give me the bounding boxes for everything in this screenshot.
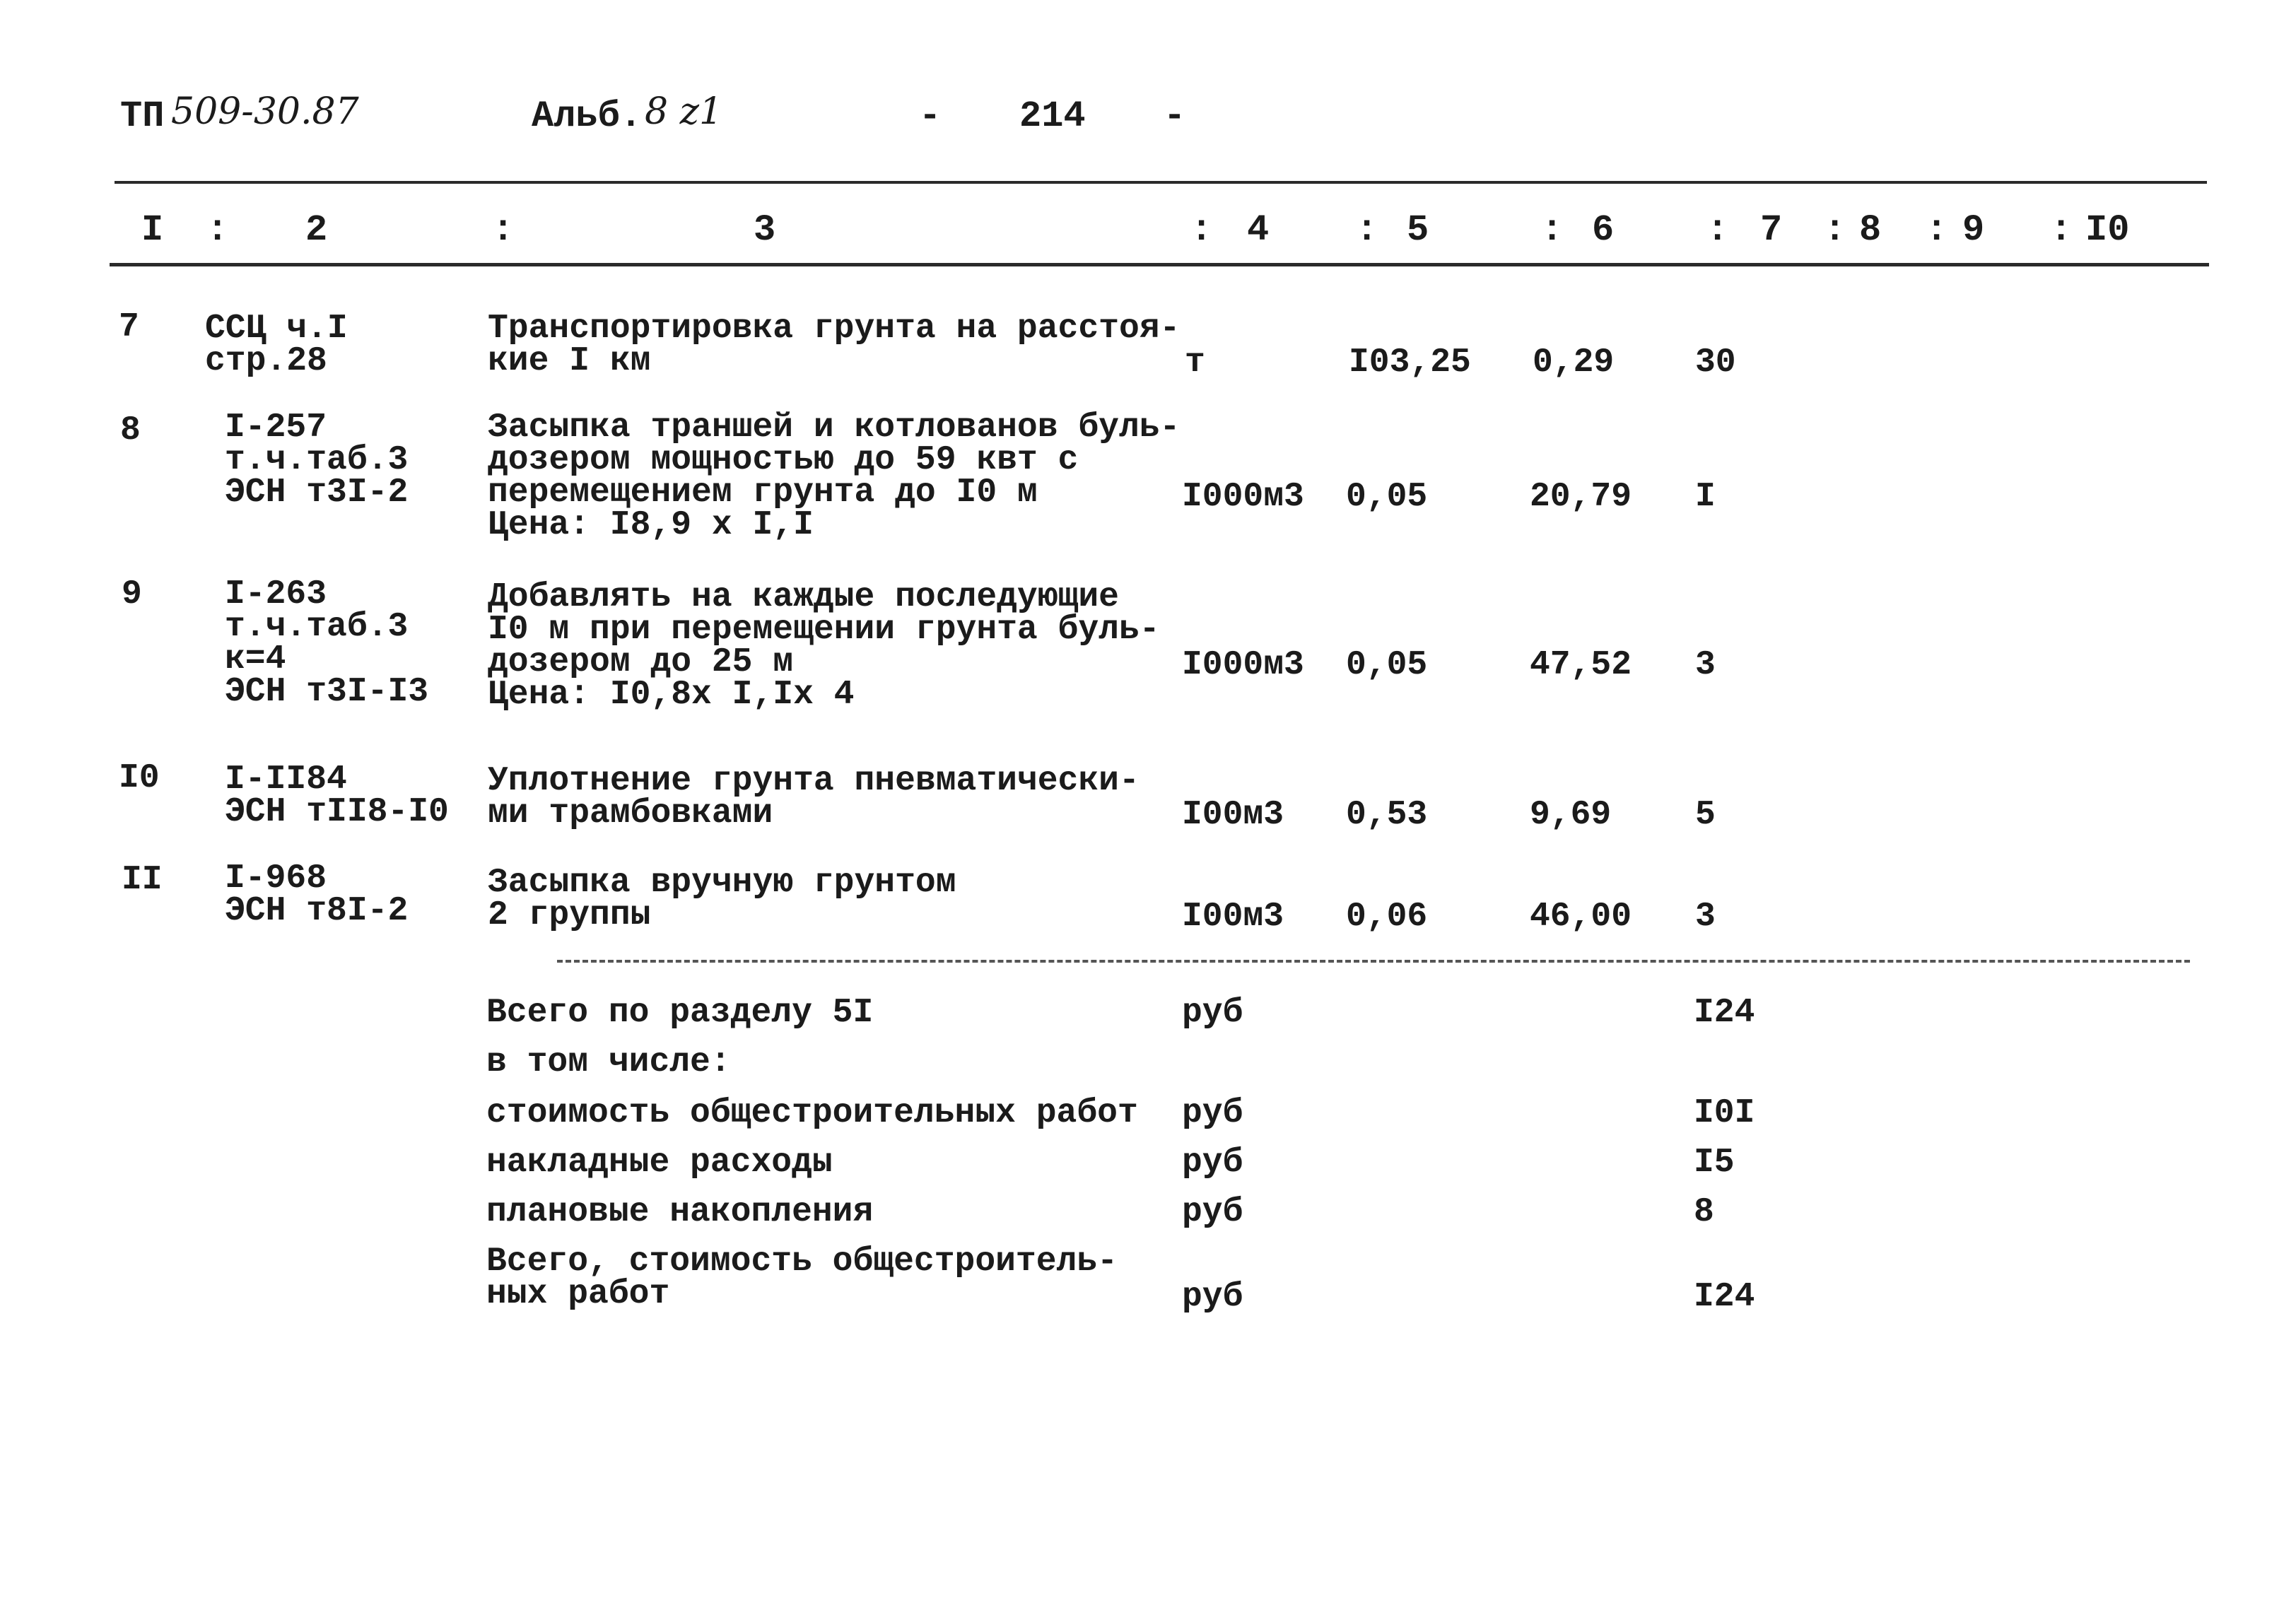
row-quantity: I03,25	[1349, 344, 1471, 382]
row-quantity: 0,06	[1346, 898, 1428, 936]
summary-unit: руб	[1182, 1144, 1243, 1182]
row-number: 9	[122, 575, 142, 613]
column-separator: :	[1356, 209, 1378, 251]
column-separator: :	[1541, 209, 1564, 251]
row-quantity: 0,05	[1346, 646, 1428, 684]
summary-value: I24	[1694, 994, 1755, 1032]
row-code: ССЦ ч.I стр.28	[205, 310, 348, 380]
row-unit: I000м3	[1182, 478, 1304, 516]
column-separator: :	[1824, 209, 1846, 251]
row-description: Добавлять на каждые последующие I0 м при перемещении грунта буль- дозером до 25 м Цена: I0,8х I,Iх 4	[488, 578, 1160, 714]
column-separator: :	[1190, 209, 1213, 251]
row-unit-price: 0,29	[1533, 344, 1615, 382]
column-header: 9	[1962, 209, 1985, 251]
summary-value: I5	[1694, 1144, 1735, 1182]
column-header: 5	[1407, 209, 1429, 251]
row-number: 7	[119, 308, 139, 346]
row-total: 30	[1695, 344, 1736, 382]
row-unit-price: 9,69	[1530, 796, 1612, 834]
row-code: I-257 т.ч.таб.3 ЭСН т3I-2	[225, 409, 409, 512]
totals-divider	[557, 960, 2190, 963]
summary-value: I24	[1694, 1278, 1755, 1316]
row-unit-price: 46,00	[1530, 898, 1632, 936]
summary-label: стоимость общестроительных работ	[486, 1094, 1138, 1132]
album-number: 8 z1	[645, 90, 723, 133]
column-header: 8	[1859, 209, 1882, 251]
column-header: 6	[1592, 209, 1615, 251]
page-number: 214	[1019, 95, 1086, 137]
column-header: I	[141, 209, 164, 251]
summary-label: плановые накопления	[486, 1193, 874, 1231]
row-description: Уплотнение грунта пневматически- ми трамбовками	[488, 762, 1140, 833]
column-separator: :	[492, 209, 515, 251]
row-quantity: 0,05	[1346, 478, 1428, 516]
row-unit: I00м3	[1182, 898, 1284, 936]
row-unit: I000м3	[1182, 646, 1304, 684]
doc-number: 509-30.87	[171, 90, 359, 133]
column-header: 4	[1247, 209, 1270, 251]
row-unit-price: 47,52	[1530, 646, 1632, 684]
column-separator: :	[206, 209, 229, 251]
row-total: 5	[1695, 796, 1716, 834]
summary-label: накладные расходы	[486, 1144, 833, 1182]
header-rule-top	[115, 181, 2207, 184]
row-unit-price: 20,79	[1530, 478, 1632, 516]
column-separator: :	[2050, 209, 2073, 251]
row-code: I-968 ЭСН т8I-2	[225, 859, 409, 930]
row-unit: I00м3	[1182, 796, 1284, 834]
summary-unit: руб	[1182, 994, 1243, 1032]
column-header: I0	[2085, 209, 2130, 251]
column-separator: :	[1706, 209, 1729, 251]
summary-unit: руб	[1182, 1094, 1243, 1132]
row-code: I-263 т.ч.таб.3 к=4 ЭСН т3I-I3	[225, 575, 429, 711]
album-label: Альб.	[532, 95, 643, 137]
summary-value: 8	[1694, 1193, 1714, 1231]
row-number: II	[122, 861, 163, 899]
dash-left: -	[919, 95, 942, 137]
column-separator: :	[1926, 209, 1948, 251]
row-description: Транспортировка грунта на расстоя- кие I км	[488, 310, 1181, 380]
row-number: I0	[119, 759, 160, 797]
summary-label: в том числе:	[486, 1043, 731, 1081]
row-number: 8	[120, 411, 141, 450]
summary-label: Всего по разделу 5I	[486, 994, 874, 1032]
summary-value: I0I	[1694, 1094, 1755, 1132]
header-rule-bottom	[110, 263, 2209, 266]
row-code: I-II84 ЭСН тII8-I0	[225, 761, 449, 831]
row-unit: т	[1185, 344, 1205, 382]
row-description: Засыпка вручную грунтом 2 группы	[488, 864, 956, 934]
column-header: 7	[1760, 209, 1783, 251]
column-header: 2	[305, 209, 328, 251]
row-total: 3	[1695, 646, 1716, 684]
row-total: 3	[1695, 898, 1716, 936]
summary-unit: руб	[1182, 1278, 1243, 1316]
row-description: Засыпка траншей и котлованов буль- дозером мощностью до 59 квт с перемещением грунта до I0 м Цена: I8,9 х I,I	[488, 409, 1181, 544]
column-header: 3	[754, 209, 776, 251]
doc-prefix: ТП	[120, 95, 165, 137]
row-total: I	[1695, 478, 1716, 516]
summary-label: Всего, стоимость общестроитель- ных работ	[486, 1243, 1118, 1313]
summary-unit: руб	[1182, 1193, 1243, 1231]
dash-right: -	[1164, 95, 1186, 137]
row-quantity: 0,53	[1346, 796, 1428, 834]
